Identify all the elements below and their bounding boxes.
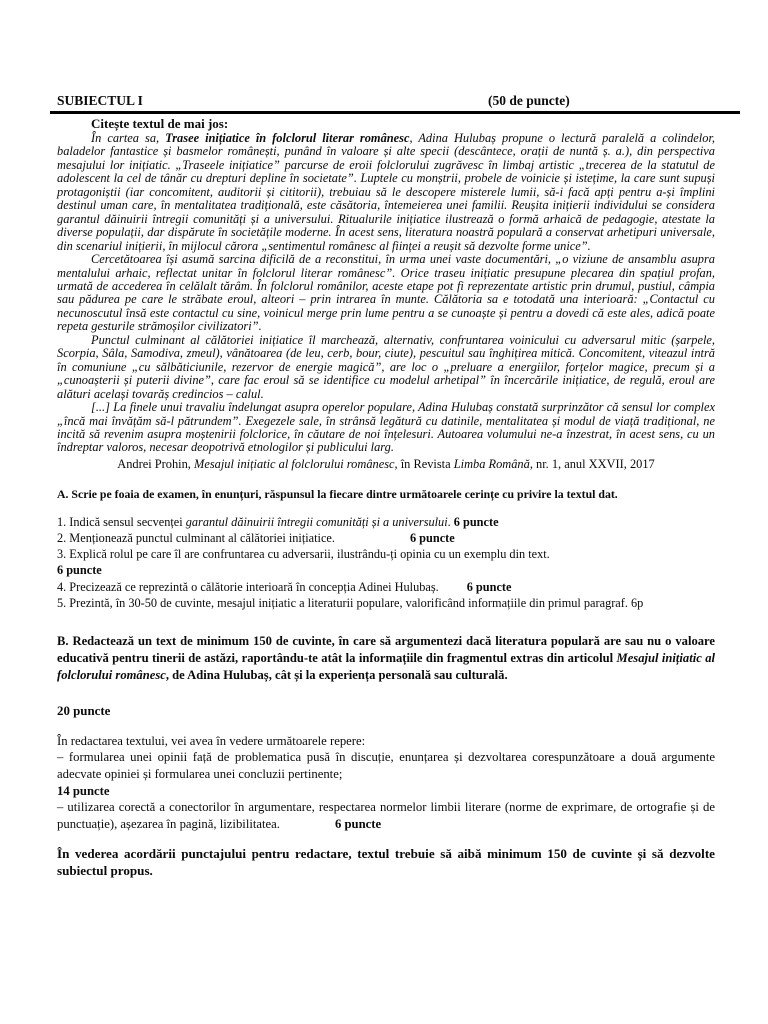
exercise-item: 1. Indică sensul secvenței garantul dăinuirii întregii comunități și a universului. 6 puncte	[57, 514, 499, 529]
content-column	[57, 93, 715, 879]
reading-text	[57, 132, 715, 455]
section-b-points: 20 puncte	[57, 703, 111, 718]
guideline-argument-criteria: – formularea unei opinii față de problematica pusă în discuție, enunțarea și dezvoltarea corespunzătoare a două argumente adecvate opiniei și formularea unei concluzii pertinente;	[57, 750, 715, 781]
intro-instruction: Citește textul de mai jos:	[91, 116, 229, 131]
exercise-item: 3. Explică rolul pe care îl are confruntarea cu adversarii, ilustrându-ți opinia cu un exemplu din text.	[57, 547, 550, 562]
subject-points: (50 de puncte)	[488, 93, 570, 108]
text-paragraph: [...] La finele unui travaliu îndelungat asupra operelor populare, Adina Hulubaș constată surprinzător că sensul lor complex „încă mai învățăm să-l pătrundem”. Exegezele sale, în strânsă legătură cu datinile, mentalitatea și modul de viață tradițional, ne incită să revenim asupra moștenirii folclorice, în căutare de noi înțelesuri. Autoarea volumului ne-a înzestrat, în acest sens, cu un îndreptar valoros, necesar deopotrivă etnologilor și publicului larg.	[57, 400, 715, 455]
guidelines-intro: În redactarea textului, vei avea în vedere următoarele repere:	[57, 733, 366, 748]
final-note: În vederea acordării punctajului pentru redactare, textul trebuie să aibă minimum 150 de cuvinte și să dezvolte subiectul propus.	[57, 846, 715, 879]
text-paragraph: În cartea sa, Trasee inițiatice în folclorul literar românesc, Adina Hulubaș propune o lectură paralelă a colindelor, baladelor fantastice și basmelor românești, punând în valoare și alte specii (descântece, orații de nuntă ș. a.), din perspectiva mesajului lor inițiatic. „Traseele inițiatice” parcurse de eroii folclorului zugrăvesc în limbaj artistic „trecerea de la statutul de adolescent la cel de tânăr cu drepturi depline în societate”. Luptele cu monștrii, probele de voinicie și istețime, la care sunt supuși protagoniștii (iar concomitent, auditorii și cititorii), trebuiau să le descopere misterele lumii, să-i facă apți pentru a-și împlini destinul uman care, în mentalitatea tradițională, este căsătoria, întemeierea unei familii. Reușita inițierii individului se considera garantul dăinuirii întregii comunități și a universului. Ritualurile inițiatice ilustrează o formă arhaică de pedagogie, atestate la diverse populații, dar dispărute în societățile moderne. În acest sens, literatura noastră populară a conservat arhetipuri universale, din scenariul inițierii, în mijlocul cărora „sentimentul românesc al ființei a reușit să dezvolte forme unice”.	[57, 131, 715, 253]
exercise-item: 2. Menționează punctul culminant al călătoriei inițiatice. 6 puncte	[57, 531, 455, 546]
subject-header	[57, 93, 715, 109]
guideline-language-criteria: – utilizarea corectă a conectorilor în argumentare, respectarea normelor limbii literare (norme de exprimare, de ortografie și de punctuație), așezarea în pagină, lizibilitatea. 6 puncte	[57, 800, 715, 831]
text-paragraph: Punctul culminant al călătoriei inițiatice îl marchează, alternativ, confruntarea voinicului cu adversarul mitic (șarpele, Scorpia, Sâla, Samodiva, zmeul), vânătoarea (de leu, cerb, bour, ciute), pescuitul sau înghițirea mitică. Concomitent, viteazul intră în comuniune „cu sălbăticiunile, rezervor de energie magică”, are loc o „preluare a energiilor, forțelor magice, precum și a „cunoașterii și puterii divine”, care fac eroul să se identifice cu modelul arhetipal” în încercările inițiatice, de regulă, eroul are alături același tovarăș credincios – calul.	[57, 332, 715, 401]
exercise-item: 6 puncte	[57, 563, 102, 578]
attribution-line: Andrei Prohin, Mesajul inițiatic al folclorului românesc, în Revista Limba Română, nr. 1, anul XXVII, 2017	[117, 456, 655, 471]
exercise-list	[57, 514, 715, 611]
subject-title: SUBIECTUL I	[57, 93, 143, 108]
exercise-item: 5. Prezintă, în 30-50 de cuvinte, mesajul inițiatic a literaturii populare, valorificând informațiile din primul paragraf. 6p	[57, 595, 644, 610]
exercise-item: 4. Precizează ce reprezintă o călătorie interioară în concepția Adinei Hulubaș. 6 puncte	[57, 579, 512, 594]
guideline-argument-points: 14 puncte	[57, 783, 110, 798]
text-paragraph: Cercetătoarea își asumă sarcina dificilă de a reconstitui, în urma unei vaste documentări, „o viziune de ansamblu asupra mentalului arhaic, reflectat unitar în folclorul literar românesc”. Orice traseu inițiatic presupune plecarea din spațiul profan, urmată de accederea în celălalt tărâm. În folclorul românilor, aceste etape pot fi reprezentate artistic prin drumul, pustiul, câmpia sau pădurea pe care le străbate eroul, alteori – prin intrarea în munte. Călătoria sa e totodată una interioară: „Contactul cu necunoscutul însă este contactul cu sine, voinicul merge prin lume pentru a se cunoaște și pentru a dovedi că este ales, adică poate repeta gesturile strămoșilor civilizatori”.	[57, 252, 715, 334]
guidelines	[57, 733, 715, 833]
section-b-task: B. Redactează un text de minimum 150 de cuvinte, în care să argumentezi dacă literatura populară are sau nu o valoare educativă pentru tinerii de astăzi, raportându-te atât la informațiile din fragmentul extras din articolul Mesajul inițiatic al folclorului românesc, de Adina Hulubaș, cât și la experiența personală sau culturală.	[57, 634, 715, 682]
section-a-heading: A. Scrie pe foaia de examen, în enunțuri, răspunsul la fiecare dintre următoarele cerințe cu privire la textul dat.	[57, 486, 618, 501]
header-rule	[50, 111, 740, 114]
